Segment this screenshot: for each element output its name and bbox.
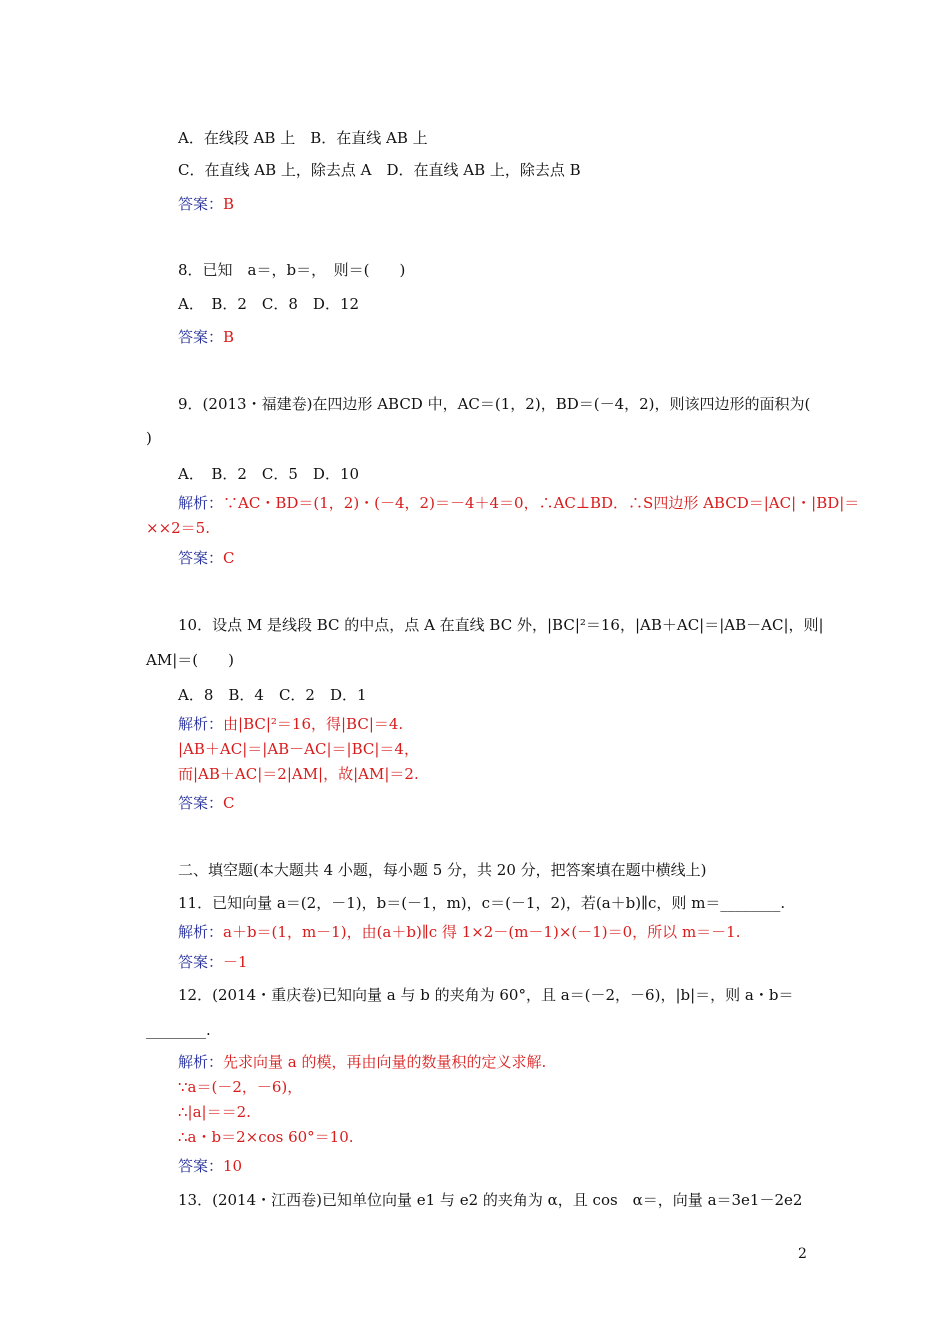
page-number: 2 bbox=[798, 1246, 807, 1262]
q8-answer bbox=[178, 327, 234, 347]
q12-solution-line3: ∴|a|＝＝2. bbox=[178, 1103, 251, 1121]
solution-label: 解析： bbox=[178, 494, 224, 512]
q8-stem: 8．已知 a＝，b＝， 则＝( ) bbox=[178, 261, 406, 279]
answer-value: C bbox=[223, 794, 235, 812]
q10-answer bbox=[178, 793, 235, 813]
q10-solution-line3: 而|AB＋AC|＝2|AM|，故|AM|＝2. bbox=[178, 765, 419, 783]
q7-answer bbox=[178, 194, 234, 214]
q10-solution-line2: |AB＋AC|＝|AB－AC|＝|BC|＝4， bbox=[178, 740, 419, 758]
q12-solution-line1 bbox=[178, 1052, 546, 1072]
q9-answer bbox=[178, 548, 235, 568]
q10-options: A．8 B．4 C．2 D．1 bbox=[178, 686, 367, 704]
q12-stem-line1: 12．(2014・重庆卷)已知向量 a 与 b 的夹角为 60°，且 a＝(－2，－6)，|b|＝，则 a・b＝ bbox=[178, 986, 794, 1004]
q12-stem-line2: ________. bbox=[146, 1021, 211, 1039]
answer-value: 10 bbox=[223, 1157, 243, 1175]
q11-solution bbox=[178, 922, 740, 942]
answer-value: C bbox=[223, 549, 235, 567]
q10-stem-line1: 10．设点 M 是线段 BC 的中点，点 A 在直线 BC 外，|BC|²＝16，|AB＋AC|＝|AB－AC|，则| bbox=[178, 616, 824, 634]
q12-solution-line4: ∴a・b＝2×cos 60°＝10. bbox=[178, 1128, 354, 1146]
solution-label: 解析： bbox=[178, 1053, 224, 1071]
answer-value: B bbox=[223, 328, 235, 346]
answer-label: 答案： bbox=[178, 953, 224, 971]
answer-label: 答案： bbox=[178, 195, 224, 213]
q9-stem-line1: 9．(2013・福建卷)在四边形 ABCD 中，AC＝(1，2)，BD＝(－4，2)，则该四边形的面积为( bbox=[178, 395, 811, 413]
answer-value: B bbox=[223, 195, 235, 213]
solution-text: 先求向量 a 的模，再由向量的数量积的定义求解. bbox=[223, 1053, 547, 1071]
answer-label: 答案： bbox=[178, 1157, 224, 1175]
q9-stem-line2: ) bbox=[146, 429, 152, 447]
q10-stem-line2: AM|＝( ) bbox=[146, 651, 234, 669]
solution-label: 解析： bbox=[178, 923, 224, 941]
q7-options-line1: A．在线段 AB 上 B．在直线 AB 上 bbox=[178, 129, 428, 147]
q11-answer bbox=[178, 952, 248, 972]
q8-options: A． B．2 C．8 D．12 bbox=[178, 295, 360, 313]
answer-value: －1 bbox=[223, 953, 248, 971]
q13-stem: 13．(2014・江西卷)已知单位向量 e1 与 e2 的夹角为 α，且 cos α＝，向量 a＝3e1－2e2 bbox=[178, 1191, 803, 1209]
q12-solution-line2: ∵a＝(－2，－6)， bbox=[178, 1078, 303, 1096]
q12-answer bbox=[178, 1156, 242, 1176]
answer-label: 答案： bbox=[178, 549, 224, 567]
answer-label: 答案： bbox=[178, 794, 224, 812]
answer-label: 答案： bbox=[178, 328, 224, 346]
q11-stem: 11．已知向量 a＝(2，－1)，b＝(－1，m)，c＝(－1，2)，若(a＋b)∥c，则 m＝________. bbox=[178, 894, 786, 912]
solution-text: ∵AC・BD＝(1，2)・(－4，2)＝－4＋4＝0，∴AC⊥BD．∴S四边形 ABCD＝|AC|・|BD|＝ bbox=[223, 494, 860, 512]
section-heading: 二、填空题(本大题共 4 小题，每小题 5 分，共 20 分，把答案填在题中横线上) bbox=[178, 861, 707, 879]
q9-solution-line1 bbox=[178, 493, 859, 513]
q9-options: A． B．2 C．5 D．10 bbox=[178, 465, 360, 483]
solution-text: 由|BC|²＝16，得|BC|＝4. bbox=[223, 715, 404, 733]
solution-text: a＋b＝(1，m－1)，由(a＋b)∥c 得 1×2－(m－1)×(－1)＝0，所以 m＝－1. bbox=[223, 923, 741, 941]
solution-label: 解析： bbox=[178, 715, 224, 733]
q10-solution-line1 bbox=[178, 714, 403, 734]
q9-solution-line2: ××2＝5. bbox=[146, 519, 210, 537]
q7-options-line2: C．在直线 AB 上，除去点 A D．在直线 AB 上，除去点 B bbox=[178, 161, 581, 179]
